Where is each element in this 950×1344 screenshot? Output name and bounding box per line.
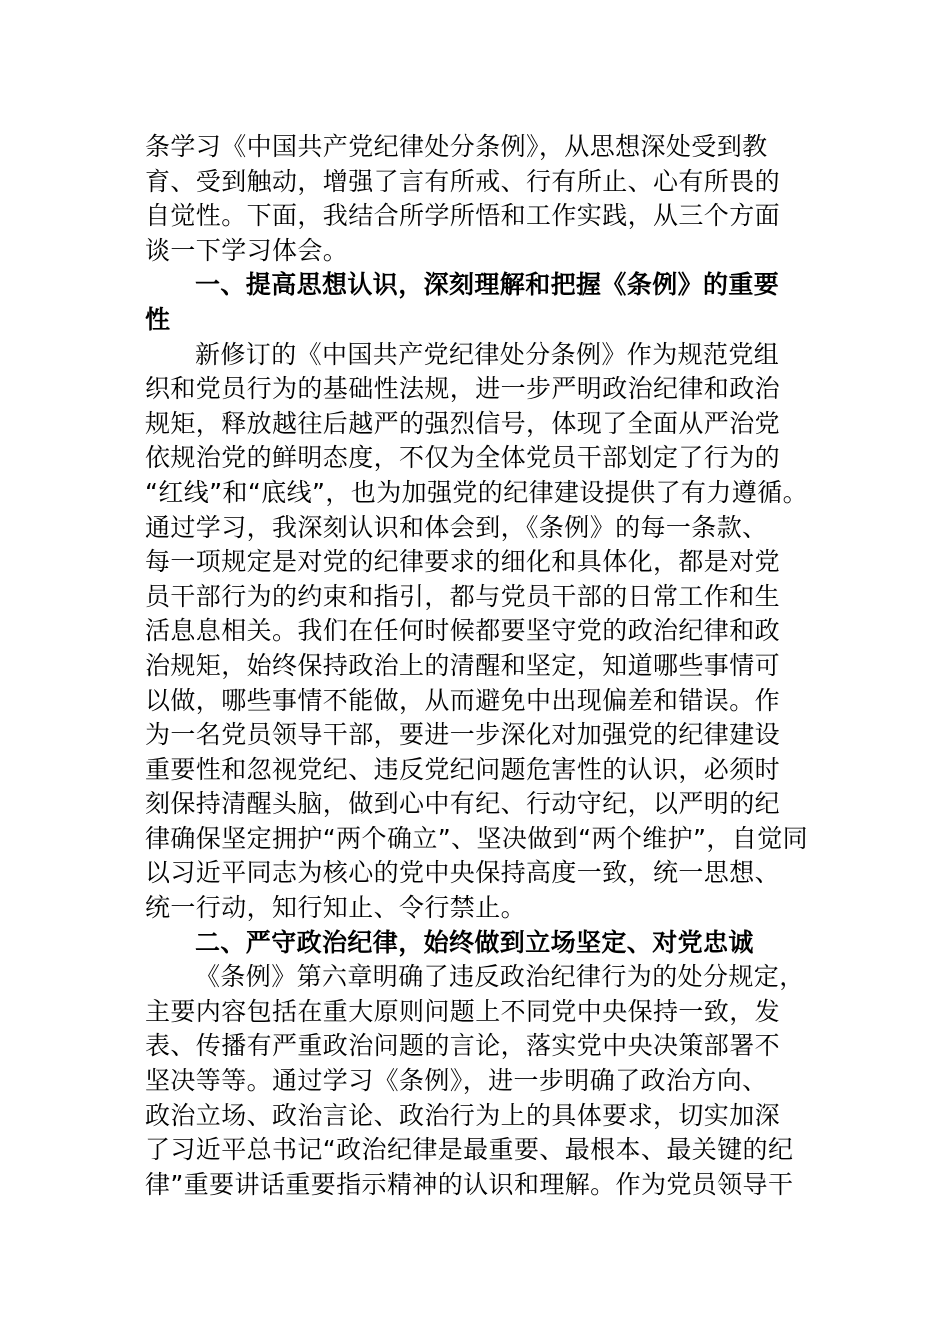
paragraph-line: 规矩，释放越往后越严的强烈信号，体现了全面从严治党 [145,408,781,438]
section-heading-1: 一、提高思想认识，深刻理解和把握《条例》的重要 [195,270,780,300]
paragraph-line: 自觉性。下面，我结合所学所悟和工作实践，从三个方面 [145,201,781,231]
paragraph-line: 了习近平总书记“政治纪律是最重要、最根本、最关键的纪 [145,1135,794,1165]
paragraph-line: 条学习《中国共产党纪律处分条例》，从思想深处受到教 [145,132,768,161]
paragraph-line: 活息息相关。我们在任何时候都要坚守党的政治纪律和政 [145,616,781,646]
paragraph-line: 以习近平同志为核心的党中央保持高度一致，统一思想、 [145,858,781,888]
paragraph-line: 坚决等等。通过学习《条例》，进一步明确了政治方向、 [145,1066,768,1096]
paragraph-line: “红线”和“底线”，也为加强党的纪律建设提供了有力遵循。 [145,477,809,507]
paragraph-line: 主要内容包括在重大原则问题上不同党中央保持一致，发 [145,996,781,1026]
section-heading-1-continued: 性 [145,304,171,334]
section-heading-2: 二、严守政治纪律，始终做到立场坚定、对党忠诚 [195,927,754,957]
paragraph-line: 员干部行为的约束和指引，都与党员干部的日常工作和生 [145,581,781,611]
paragraph-line: 通过学习，我深刻认识和体会到，《条例》的每一条款、 [145,512,768,542]
paragraph-line: 治规矩，始终保持政治上的清醒和坚定，知道哪些事情可 [145,650,781,680]
paragraph-line: 为一名党员领导干部，要进一步深化对加强党的纪律建设 [145,720,781,750]
paragraph-line: 依规治党的鲜明态度，不仅为全体党员干部划定了行为的 [145,443,781,473]
paragraph-line: 每一项规定是对党的纪律要求的细化和具体化，都是对党 [145,547,781,577]
paragraph-line: 统一行动，知行知止、令行禁止。 [145,893,527,923]
paragraph-line: 《条例》第六章明确了违反政治纪律行为的处分规定， [195,962,805,992]
paragraph-line: 以做，哪些事情不能做，从而避免中出现偏差和错误。作 [145,685,781,715]
paragraph-line: 重要性和忽视党纪、违反党纪问题危害性的认识，必须时 [145,754,781,784]
paragraph-line: 育、受到触动，增强了言有所戒、行有所止、心有所畏的 [145,166,781,196]
paragraph-line: 谈一下学习体会。 [145,235,349,265]
paragraph-line: 新修订的《中国共产党纪律处分条例》作为规范党组 [195,339,780,369]
paragraph-line: 律”重要讲话重要指示精神的认识和理解。作为党员领导干 [145,1169,794,1199]
paragraph-line: 织和党员行为的基础性法规，进一步严明政治纪律和政治 [145,374,781,404]
document-body [145,130,810,1202]
paragraph-line: 表、传播有严重政治问题的言论，落实党中央决策部署不 [145,1031,781,1061]
paragraph-line: 刻保持清醒头脑，做到心中有纪、行动守纪，以严明的纪 [145,789,781,819]
paragraph-line: 律确保坚定拥护“两个确立”、坚决做到“两个维护”，自觉同 [145,823,809,853]
paragraph-line: 政治立场、政治言论、政治行为上的具体要求，切实加深 [145,1100,781,1130]
